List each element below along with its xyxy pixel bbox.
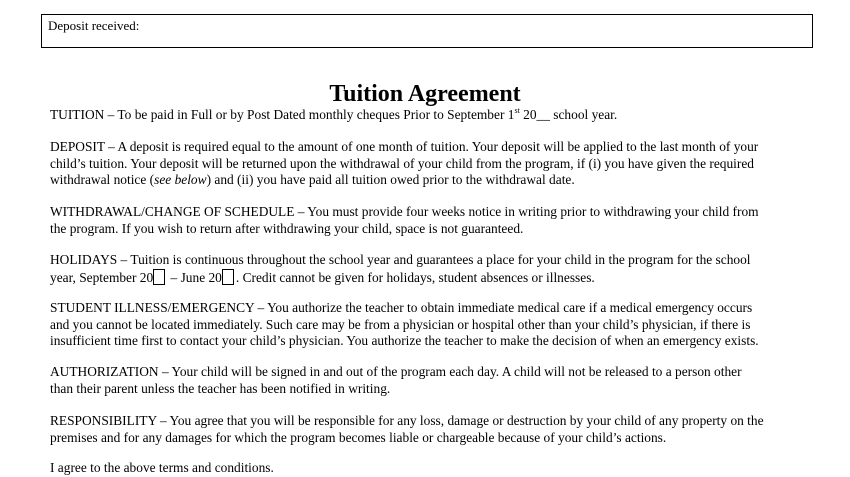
holidays-clause bbox=[50, 252, 810, 286]
page-title: Tuition Agreement bbox=[329, 81, 521, 107]
september-year-field[interactable] bbox=[153, 269, 165, 285]
june-year-field[interactable] bbox=[222, 269, 234, 285]
holidays-text: year, September 20 bbox=[50, 269, 154, 285]
tuition-clause bbox=[50, 107, 810, 124]
deposit-line: child’s tuition. Your deposit will be returned upon the withdrawal of your child from the program, if (i) you have given the required bbox=[50, 155, 754, 171]
agree-line: I agree to the above terms and conditions. bbox=[50, 460, 274, 475]
authorization-line: than their parent unless the teacher has been notified in writing. bbox=[50, 380, 391, 396]
responsibility-line: RESPONSIBILITY – You agree that you will be responsible for any loss, damage or destruction by your child of any property on the bbox=[50, 413, 764, 428]
deposit-line: DEPOSIT – A deposit is required equal to the amount of one month of tuition. Your deposit will be applied to the last month of your bbox=[50, 139, 759, 154]
tuition-text: TUITION – To be paid in Full or by Post Dated monthly cheques Prior to September 1 bbox=[50, 107, 515, 122]
deposit-line: ) and (ii) you have paid all tuition owed prior to the withdrawal date. bbox=[206, 172, 575, 187]
holidays-text: – June 20 bbox=[167, 269, 222, 285]
responsibility-clause bbox=[50, 413, 810, 446]
tuition-ordinal: st bbox=[514, 105, 520, 115]
illness-line: and you cannot be located immediately. Such care may be from a physician or hospital other than your child’s physician, if there is bbox=[50, 316, 751, 332]
authorization-line: AUTHORIZATION – Your child will be signed in and out of the program each day. A child will not be released to a person other bbox=[50, 364, 742, 379]
illness-line: STUDENT ILLNESS/EMERGENCY – You authorize the teacher to obtain immediate medical care if a medical emergency occurs bbox=[50, 300, 753, 315]
withdrawal-line: the program. If you wish to return after withdrawing your child, space is not guaranteed. bbox=[50, 220, 524, 236]
illness-line: insufficient time first to contact your child’s physician. You authorize the teacher to make the decision of when an emergency exists. bbox=[50, 333, 759, 348]
authorization-clause bbox=[50, 364, 810, 397]
holidays-line: HOLIDAYS – Tuition is continuous throughout the school year and guarantees a place for your child in the program for the school bbox=[50, 252, 751, 267]
deposit-see-below: see below bbox=[154, 172, 207, 187]
deposit-received-label: Deposit received: bbox=[48, 18, 140, 33]
holidays-text: . Credit cannot be given for holidays, student absences or illnesses. bbox=[235, 269, 595, 285]
deposit-clause bbox=[50, 139, 810, 189]
tuition-text-end: 20__ school year. bbox=[519, 107, 618, 122]
illness-clause bbox=[50, 300, 810, 350]
responsibility-line: premises and for any damages for which the program becomes liable or chargeable because of your child’s actions. bbox=[50, 429, 667, 445]
deposit-line: withdrawal notice ( bbox=[50, 172, 155, 187]
withdrawal-clause bbox=[50, 204, 810, 237]
withdrawal-line: WITHDRAWAL/CHANGE OF SCHEDULE – You must provide four weeks notice in writing prior to withdrawing your child from bbox=[50, 204, 759, 219]
deposit-received-field[interactable] bbox=[41, 14, 813, 48]
agreement-statement bbox=[50, 460, 810, 477]
